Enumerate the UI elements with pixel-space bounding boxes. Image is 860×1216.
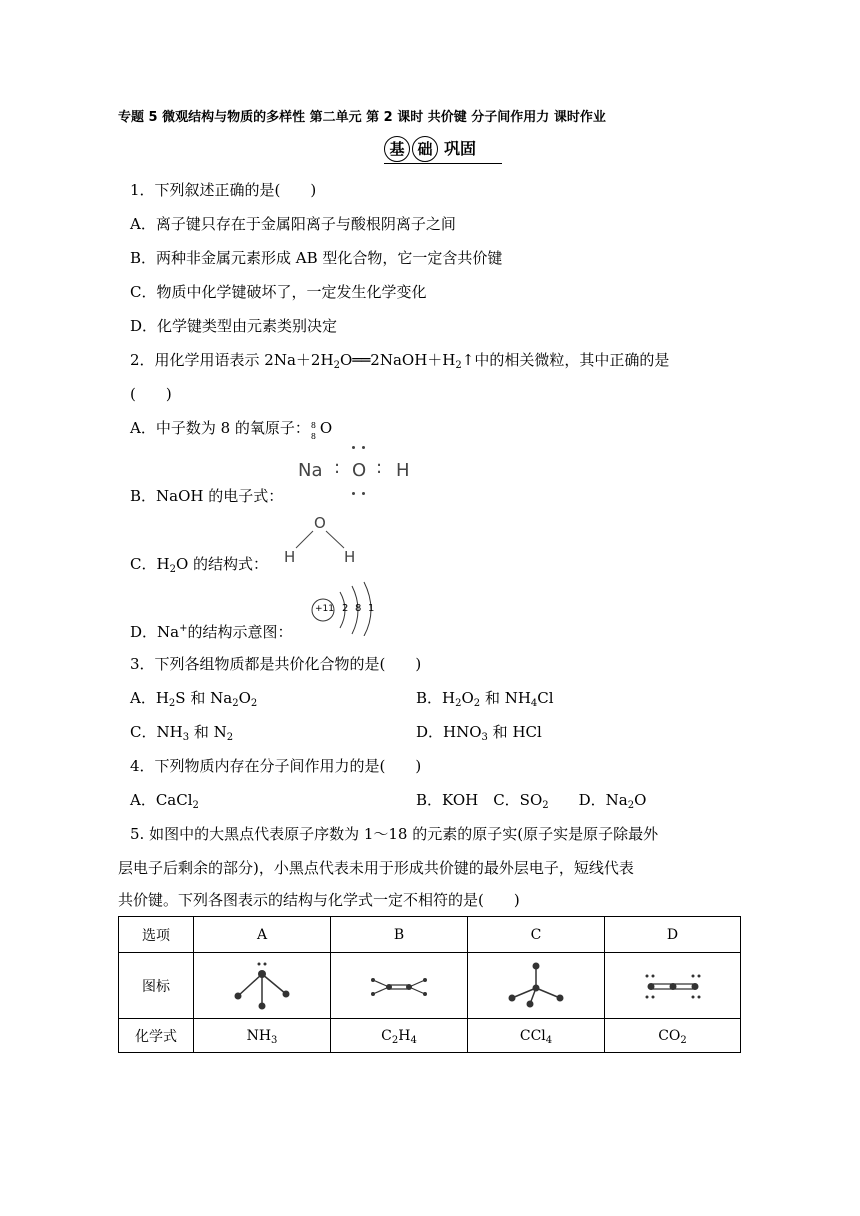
q1-option-a: A．离子键只存在于金属阳离子与酸根阴离子之间 — [130, 215, 456, 233]
row-header-formula: 化学式 — [119, 1019, 194, 1053]
q5-table — [118, 916, 741, 1053]
formula-d: $CO_2$ — [605, 1019, 741, 1053]
na-ion-structure-diagram: +11 2 8 1 — [310, 578, 382, 636]
diagram-b-cell — [331, 953, 468, 1019]
q1-option-c: C．物质中化学键破坏了，一定发生化学变化 — [130, 283, 427, 301]
formula-c: CCl$_4$ — [468, 1019, 605, 1053]
row-header-option: 选项 — [119, 917, 194, 953]
q1-stem: 1．下列叙述正确的是( ) — [130, 181, 317, 199]
q3-option-b: B．$H_2O_2$ 和 $NH_4Cl$ — [416, 689, 554, 709]
q3-option-c: C．$NH_3$ 和 $N_2$ — [130, 723, 234, 743]
q5-stem-line1: 5. 如图中的大黑点代表原子序数为 1～18 的元素的原子实(原子实是原子除最外 — [130, 825, 659, 843]
diagram-d-cell — [605, 953, 741, 1019]
formula-a: $NH_3$ — [194, 1019, 331, 1053]
isotope-notation: 8 8 — [310, 421, 317, 441]
formula-b: $C_2H_4$ — [331, 1019, 468, 1053]
q4-option-bc: B．KOH C．$SO_2$ D．$Na_2O$ — [416, 791, 647, 811]
q2-option-b: B．NaOH 的电子式： — [130, 487, 284, 505]
column-a-header: A — [194, 917, 331, 953]
table-row-formulas — [119, 1019, 741, 1053]
page-title: 专题 5 微观结构与物质的多样性 第二单元 第 2 课时 共价键 分子间作用力 课时作业 — [118, 110, 606, 125]
q5-stem-line2: 层电子后剩余的部分)，小黑点代表未用于形成共价键的最外层电子，短线代表 — [118, 859, 634, 877]
q1-option-b: B．两种非金属元素形成 AB 型化合物，它一定含共价键 — [130, 249, 503, 267]
column-c-header: C — [468, 917, 605, 953]
banner-rest: 巩固 — [444, 139, 477, 158]
diagram-c-cell — [468, 953, 605, 1019]
bond-lines — [282, 514, 362, 570]
nh3-ball-stick-icon — [222, 958, 302, 1014]
column-d-header: D — [605, 917, 741, 953]
h2o-structural-formula: O H H — [282, 514, 362, 570]
q4-stem: 4．下列物质内存在分子间作用力的是( ) — [130, 757, 422, 775]
table-row-options — [119, 917, 741, 953]
q4-option-a: A．CaCl$_2$ — [130, 791, 199, 811]
q3-stem: 3．下列各组物质都是共价化合物的是( ) — [130, 655, 422, 673]
naoh-electron-formula: Na : O : H — [296, 446, 426, 500]
q2-option-d: D．Na+的结构示意图： — [130, 623, 293, 641]
table-row-diagrams — [119, 953, 741, 1019]
q3-option-d: D．$HNO_3$ 和 HCl — [416, 723, 542, 743]
banner-underline — [384, 163, 502, 164]
q2-stem: 2．用化学用语表示 $2Na+2H_2O══2NaOH+H_2↑$中的相关微粒，其中正确的是 — [130, 351, 670, 371]
banner-char-1: 基 — [384, 136, 410, 162]
q2-option-c: C．$H_2O$ 的结构式： — [130, 555, 269, 575]
c2h4-ball-stick-icon — [359, 958, 439, 1014]
q3-option-a: A．$H_2S$ 和 $Na_2O_2$ — [130, 689, 258, 709]
co2-ball-stick-icon — [633, 958, 713, 1014]
q2-option-a: A．中子数为 8 的氧原子： 8 8 O — [130, 419, 333, 441]
q1-option-d: D．化学键类型由元素类别决定 — [130, 317, 338, 335]
ccl4-ball-stick-icon — [496, 958, 576, 1014]
section-banner — [384, 134, 504, 164]
q5-stem-line3: 共价键。下列各图表示的结构与化学式一定不相符的是( ) — [118, 891, 520, 909]
row-header-diagram: 图标 — [119, 953, 194, 1019]
column-b-header: B — [331, 917, 468, 953]
banner-char-2: 础 — [412, 136, 438, 162]
diagram-a-cell — [194, 953, 331, 1019]
q2-stem-line2: ( ) — [130, 385, 172, 403]
